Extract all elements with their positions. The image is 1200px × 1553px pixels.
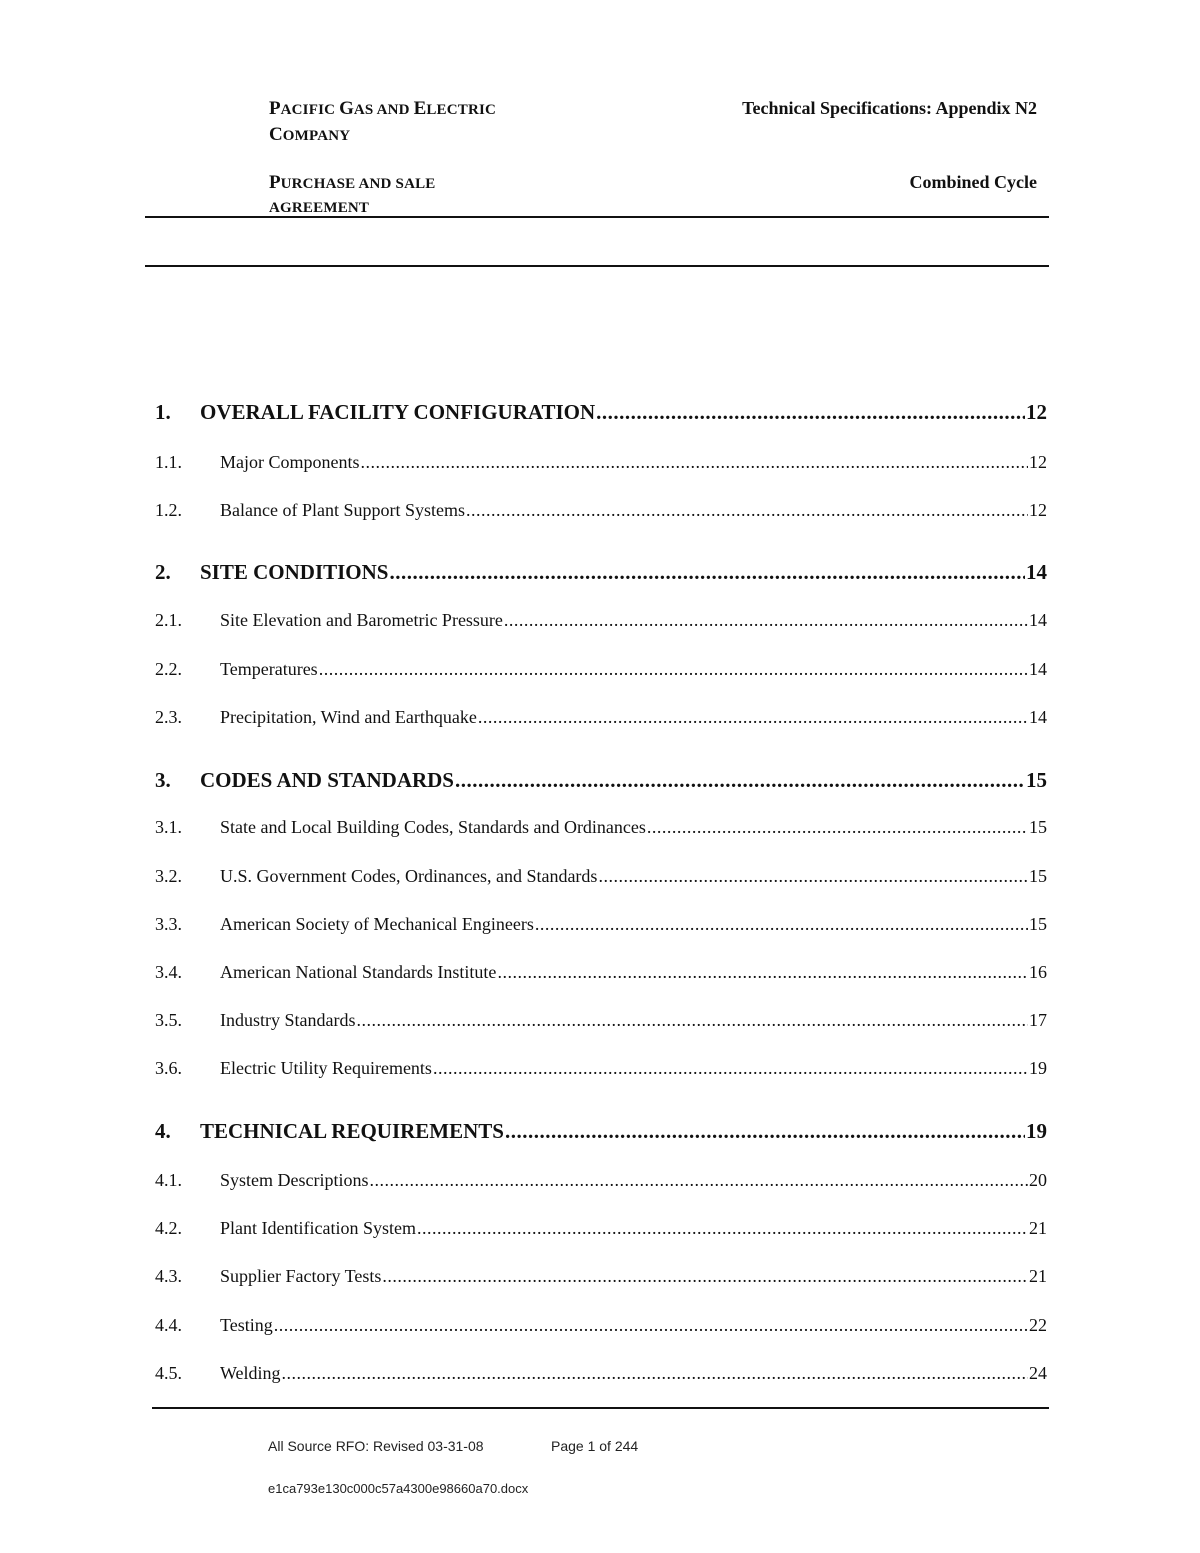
toc-dot-leader — [319, 659, 1028, 680]
toc-dot-leader — [504, 610, 1028, 631]
toc-section-entry[interactable] — [155, 400, 1047, 425]
toc-entry-number: 4.4. — [155, 1315, 182, 1335]
toc-dot-leader — [282, 1363, 1028, 1384]
footer-source-revision: All Source RFO: Revised 03-31-08 — [268, 1438, 484, 1454]
toc-entry-page: 12 — [1026, 400, 1047, 424]
toc-entry-number: 3.2. — [155, 866, 182, 886]
toc-entry-page: 24 — [1029, 1363, 1047, 1383]
toc-entry-number: 2.3. — [155, 707, 182, 727]
toc-entry-number: 3.4. — [155, 962, 182, 982]
toc-subsection-entry[interactable] — [155, 1058, 1047, 1079]
toc-entry-title: State and Local Building Codes, Standards and Ordinances — [220, 817, 646, 837]
toc-entry-number: 4. — [155, 1119, 171, 1143]
toc-dot-leader — [466, 500, 1028, 521]
toc-entry-page: 14 — [1026, 560, 1047, 584]
toc-entry-page: 15 — [1026, 768, 1047, 792]
toc-subsection-entry[interactable] — [155, 1010, 1047, 1031]
toc-subsection-entry[interactable] — [155, 866, 1047, 887]
toc-subsection-entry[interactable] — [155, 659, 1047, 680]
toc-entry-number: 3. — [155, 768, 171, 792]
toc-dot-leader — [356, 1010, 1028, 1031]
toc-entry-title: American Society of Mechanical Engineers — [220, 914, 534, 934]
toc-dot-leader — [598, 866, 1028, 887]
toc-entry-page: 19 — [1026, 1119, 1047, 1143]
header-company-name — [269, 96, 569, 148]
toc-entry-title: Supplier Factory Tests — [220, 1266, 382, 1286]
toc-entry-number: 4.1. — [155, 1170, 182, 1190]
toc-entry-title: SITE CONDITIONS — [200, 560, 389, 584]
toc-entry-title: Testing — [220, 1315, 273, 1335]
toc-entry-page: 22 — [1029, 1315, 1047, 1335]
toc-subsection-entry[interactable] — [155, 500, 1047, 521]
toc-entry-page: 12 — [1029, 500, 1047, 520]
toc-section-entry[interactable] — [155, 1119, 1047, 1144]
toc-entry-page: 15 — [1029, 817, 1047, 837]
toc-entry-page: 21 — [1029, 1218, 1047, 1238]
toc-entry-title: American National Standards Institute — [220, 962, 497, 982]
toc-entry-title: System Descriptions — [220, 1170, 369, 1190]
toc-dot-leader — [505, 1119, 1025, 1144]
company-name-line2: COMPANY — [269, 124, 351, 145]
header-agreement-title — [269, 170, 569, 220]
toc-dot-leader — [274, 1315, 1028, 1336]
toc-dot-leader — [478, 707, 1028, 728]
toc-entry-title: Temperatures — [220, 659, 318, 679]
toc-entry-number: 4.3. — [155, 1266, 182, 1286]
toc-entry-title: TECHNICAL REQUIREMENTS — [200, 1119, 504, 1143]
toc-dot-leader — [535, 914, 1028, 935]
toc-entry-page: 20 — [1029, 1170, 1047, 1190]
toc-subsection-entry[interactable] — [155, 817, 1047, 838]
toc-entry-page: 15 — [1029, 866, 1047, 886]
toc-entry-number: 2.2. — [155, 659, 182, 679]
toc-entry-page: 17 — [1029, 1010, 1047, 1030]
toc-dot-leader — [389, 560, 1025, 585]
toc-entry-title: Plant Identification System — [220, 1218, 416, 1238]
toc-entry-title: CODES AND STANDARDS — [200, 768, 454, 792]
toc-entry-title: Precipitation, Wind and Earthquake — [220, 707, 477, 727]
toc-dot-leader — [417, 1218, 1028, 1239]
toc-entry-page: 14 — [1029, 659, 1047, 679]
toc-dot-leader — [433, 1058, 1028, 1079]
toc-entry-title: OVERALL FACILITY CONFIGURATION — [200, 400, 596, 424]
toc-subsection-entry[interactable] — [155, 452, 1047, 473]
toc-dot-leader — [596, 400, 1025, 425]
toc-dot-leader — [647, 817, 1028, 838]
toc-entry-number: 1.2. — [155, 500, 182, 520]
toc-dot-leader — [455, 768, 1025, 793]
footer-filename: e1ca793e130c000c57a4300e98660a70.docx — [268, 1481, 529, 1496]
toc-entry-title: Site Elevation and Barometric Pressure — [220, 610, 503, 630]
toc-subsection-entry[interactable] — [155, 914, 1047, 935]
toc-entry-page: 19 — [1029, 1058, 1047, 1078]
toc-entry-number: 3.3. — [155, 914, 182, 934]
toc-subsection-entry[interactable] — [155, 1170, 1047, 1191]
toc-entry-number: 3.1. — [155, 817, 182, 837]
toc-dot-leader — [361, 452, 1029, 473]
agreement-title-line1: PURCHASE AND SALE — [269, 172, 436, 193]
toc-entry-title: U.S. Government Codes, Ordinances, and Standards — [220, 866, 598, 886]
header-technical-specifications: Technical Specifications: Appendix N2 — [742, 98, 1037, 118]
toc-entry-title: Balance of Plant Support Systems — [220, 500, 465, 520]
company-name-line1: PACIFIC GAS AND ELECTRIC — [269, 98, 497, 119]
toc-entry-page: 15 — [1029, 914, 1047, 934]
header-divider — [145, 216, 1049, 218]
toc-entry-page: 12 — [1029, 452, 1047, 472]
footer-page-number: Page 1 of 244 — [551, 1438, 639, 1454]
toc-subsection-entry[interactable] — [155, 707, 1047, 728]
toc-entry-page: 14 — [1029, 707, 1047, 727]
toc-entry-number: 2.1. — [155, 610, 182, 630]
toc-entry-number: 1.1. — [155, 452, 182, 472]
header-combined-cycle: Combined Cycle — [909, 172, 1037, 192]
toc-entry-title: Major Components — [220, 452, 360, 472]
header-divider-second — [145, 265, 1049, 267]
toc-entry-title: Welding — [220, 1363, 281, 1383]
toc-section-entry[interactable] — [155, 768, 1047, 793]
toc-entry-title: Electric Utility Requirements — [220, 1058, 432, 1078]
toc-entry-page: 14 — [1029, 610, 1047, 630]
toc-subsection-entry[interactable] — [155, 1315, 1047, 1336]
toc-subsection-entry[interactable] — [155, 610, 1047, 631]
toc-entry-title: Industry Standards — [220, 1010, 356, 1030]
toc-entry-page: 21 — [1029, 1266, 1047, 1286]
toc-subsection-entry[interactable] — [155, 1266, 1047, 1287]
toc-entry-number: 3.6. — [155, 1058, 182, 1078]
toc-subsection-entry[interactable] — [155, 1363, 1047, 1384]
toc-subsection-entry[interactable] — [155, 1218, 1047, 1239]
toc-entry-number: 4.2. — [155, 1218, 182, 1238]
toc-dot-leader — [382, 1266, 1028, 1287]
toc-entry-page: 16 — [1029, 962, 1047, 982]
toc-entry-number: 4.5. — [155, 1363, 182, 1383]
toc-subsection-entry[interactable] — [155, 962, 1047, 983]
toc-entry-number: 2. — [155, 560, 171, 584]
toc-entry-number: 1. — [155, 400, 171, 424]
toc-entry-number: 3.5. — [155, 1010, 182, 1030]
toc-dot-leader — [497, 962, 1028, 983]
toc-dot-leader — [370, 1170, 1029, 1191]
toc-section-entry[interactable] — [155, 560, 1047, 585]
agreement-title-line2: AGREEMENT — [269, 200, 370, 216]
footer-divider — [152, 1407, 1049, 1409]
